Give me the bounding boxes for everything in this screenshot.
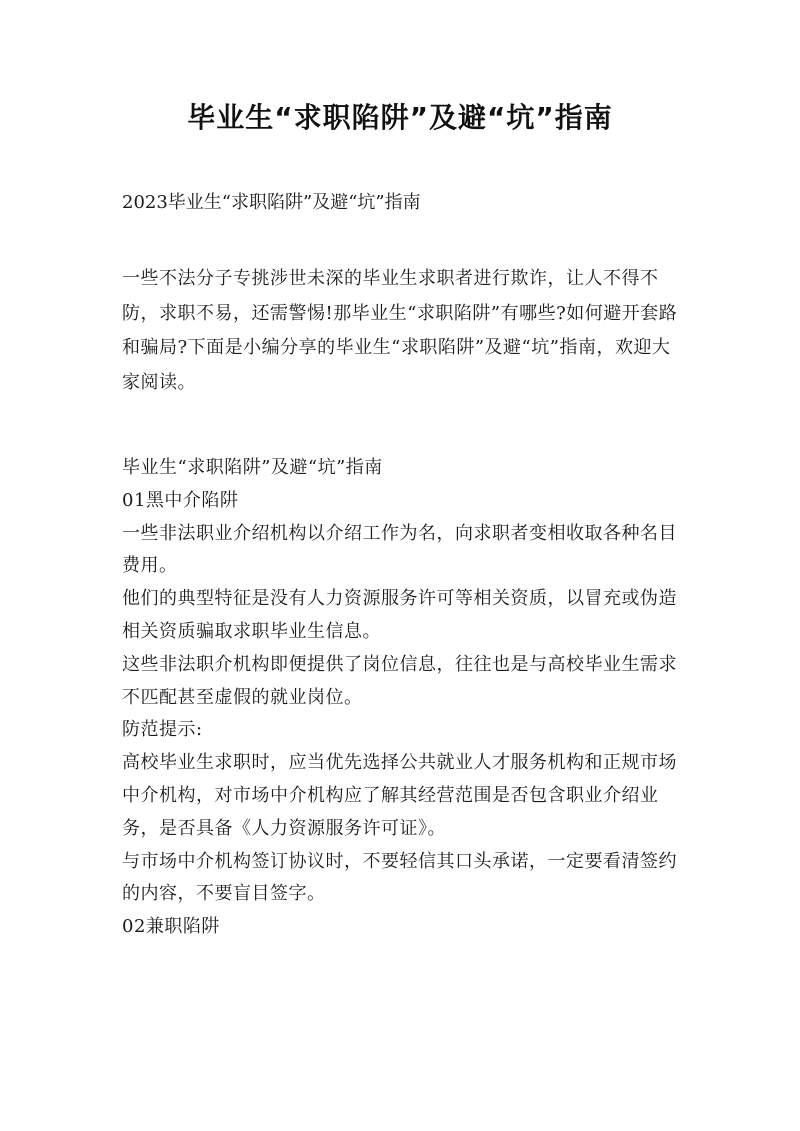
body-paragraph: 他们的典型特征是没有人力资源服务许可等相关资质，以冒充或伪造相关资质骗取求职毕业生信息。 (122, 588, 677, 642)
intro-paragraph: 一些不法分子专挑涉世未深的毕业生求职者进行欺诈，让人不得不防，求职不易，还需警惕!那毕业生“求职陷阱”有哪些?如何避开套路和骗局?下面是小编分享的毕业生“求职陷阱”及避“坑”指南，欢迎大家阅读。 (122, 268, 678, 393)
tip-heading: 防范提示: (122, 719, 203, 741)
body-paragraph: 高校毕业生求职时，应当优先选择公共就业人才服务机构和正规市场中介机构，对市场中介机构应了解其经营范围是否包含职业介绍业务，是否具备《人力资源服务许可证》。 (122, 752, 677, 839)
body-paragraph: 与市场中介机构签订协议时，不要轻信其口头承诺，一定要看清签约的内容，不要盲目签字。 (122, 850, 677, 905)
section-heading: 02兼职陷阱 (122, 916, 220, 938)
document-body (122, 452, 682, 944)
section-heading: 毕业生“求职陷阱”及避“坑”指南 (122, 457, 383, 478)
document-subtitle: 2023毕业生“求职陷阱”及避“坑”指南 (122, 192, 421, 213)
document-title: 毕业生“求职陷阱”及避“坑”指南 (187, 101, 613, 134)
body-paragraph: 这些非法职介机构即便提供了岗位信息，往往也是与高校毕业生需求不匹配甚至虚假的就业岗位。 (122, 653, 677, 708)
body-paragraph: 一些非法职业介绍机构以介绍工作为名，向求职者变相收取各种名目费用。 (122, 522, 677, 577)
section-heading: 01黑中介陷阱 (122, 489, 239, 511)
